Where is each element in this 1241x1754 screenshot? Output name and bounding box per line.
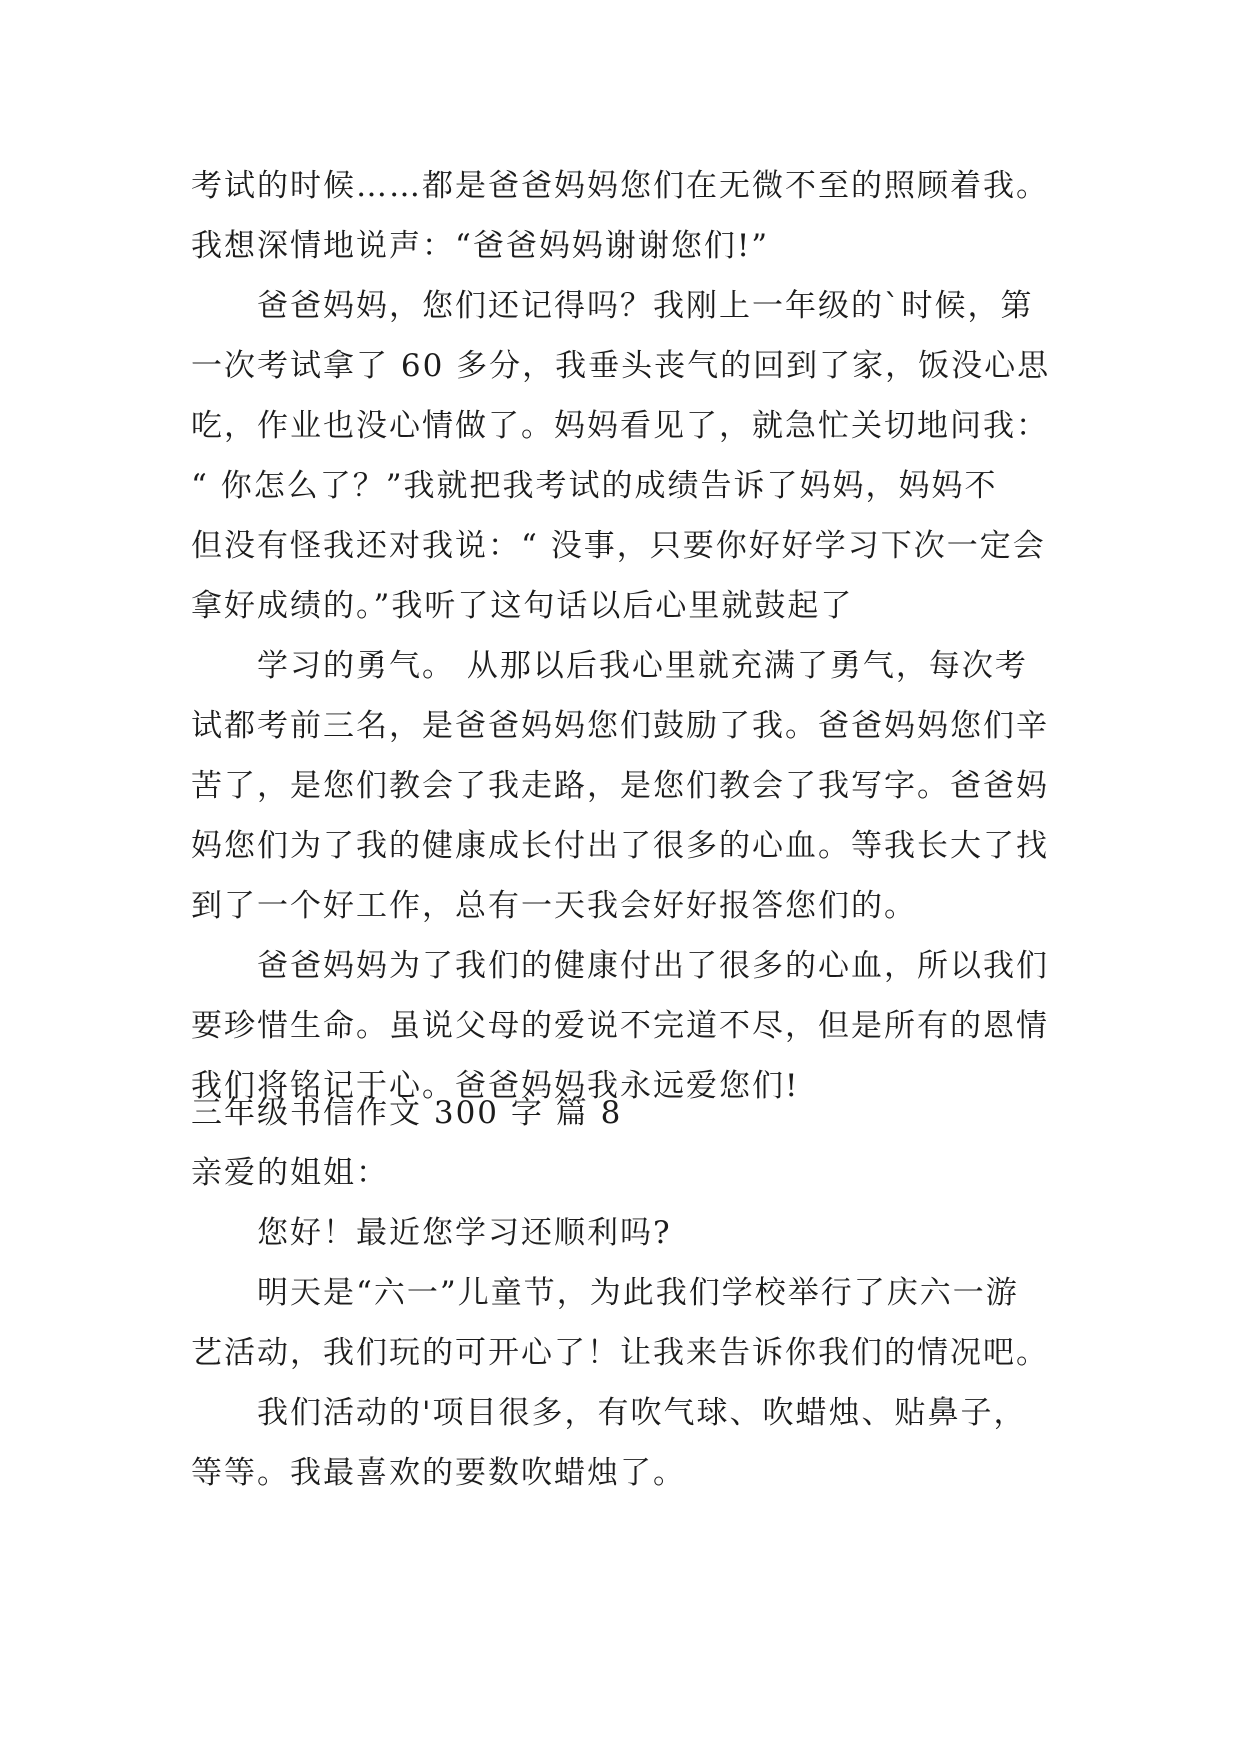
text-line: 要珍惜生命。虽说父母的爱说不完道不尽，但是所有的恩情 xyxy=(191,1008,1049,1044)
text-line: 考试的时候……都是爸爸妈妈您们在无微不至的照顾着我。 xyxy=(191,168,1049,204)
text-line: 到了一个好工作，总有一天我会好好报答您们的。 xyxy=(191,888,917,924)
letter-salutation: 亲爱的姐姐： xyxy=(191,1155,389,1191)
text-line: 妈您们为了我的健康成长付出了很多的心血。等我长大了找 xyxy=(191,828,1049,864)
text-line: 艺活动，我们玩的可开心了！让我来告诉你我们的情况吧。 xyxy=(191,1335,1049,1371)
article-title: 三年级书信作文 300 字 篇 8 xyxy=(191,1095,623,1131)
text-line: 我想深情地说声：“爸爸妈妈谢谢您们!” xyxy=(191,228,770,264)
paragraph-start-line: 明天是“六一”儿童节，为此我们学校举行了庆六一游 xyxy=(257,1275,1019,1311)
paragraph-start-line: 学习的勇气。 从那以后我心里就充满了勇气，每次考 xyxy=(257,648,1028,684)
text-line: 等等。我最喜欢的要数吹蜡烛了。 xyxy=(191,1455,686,1491)
article-8 xyxy=(191,1083,1061,1503)
text-line: “ 你怎么了？”我就把我考试的成绩告诉了妈妈，妈妈不 xyxy=(191,468,998,504)
paragraph-start-line: 爸爸妈妈，您们还记得吗？我刚上一年级的`时候，第 xyxy=(257,288,1034,324)
text-line: 一次考试拿了 60 多分，我垂头丧气的回到了家，饭没心思 xyxy=(191,348,1051,384)
letter-continuation xyxy=(191,156,1061,1116)
text-line: 苦了，是您们教会了我走路，是您们教会了我写字。爸爸妈 xyxy=(191,768,1049,804)
text-line: 拿好成绩的。”我听了这句话以后心里就鼓起了 xyxy=(191,588,854,624)
text-line: 但没有怪我还对我说：“ 没事，只要你好好学习下次一定会 xyxy=(191,528,1046,564)
paragraph-start-line: 爸爸妈妈为了我们的健康付出了很多的心血，所以我们 xyxy=(257,948,1049,984)
text-line: 我们将铭记于心。爸爸妈妈我永远爱您们! xyxy=(191,1068,800,1104)
text-line: 试都考前三名，是爸爸妈妈您们鼓励了我。爸爸妈妈您们辛 xyxy=(191,708,1049,744)
paragraph-start-line: 您好！最近您学习还顺利吗? xyxy=(257,1215,672,1251)
text-line: 吃，作业也没心情做了。妈妈看见了，就急忙关切地问我： xyxy=(191,408,1049,444)
paragraph-start-line: 我们活动的'项目很多，有吹气球、吹蜡烛、贴鼻子， xyxy=(257,1395,1027,1431)
